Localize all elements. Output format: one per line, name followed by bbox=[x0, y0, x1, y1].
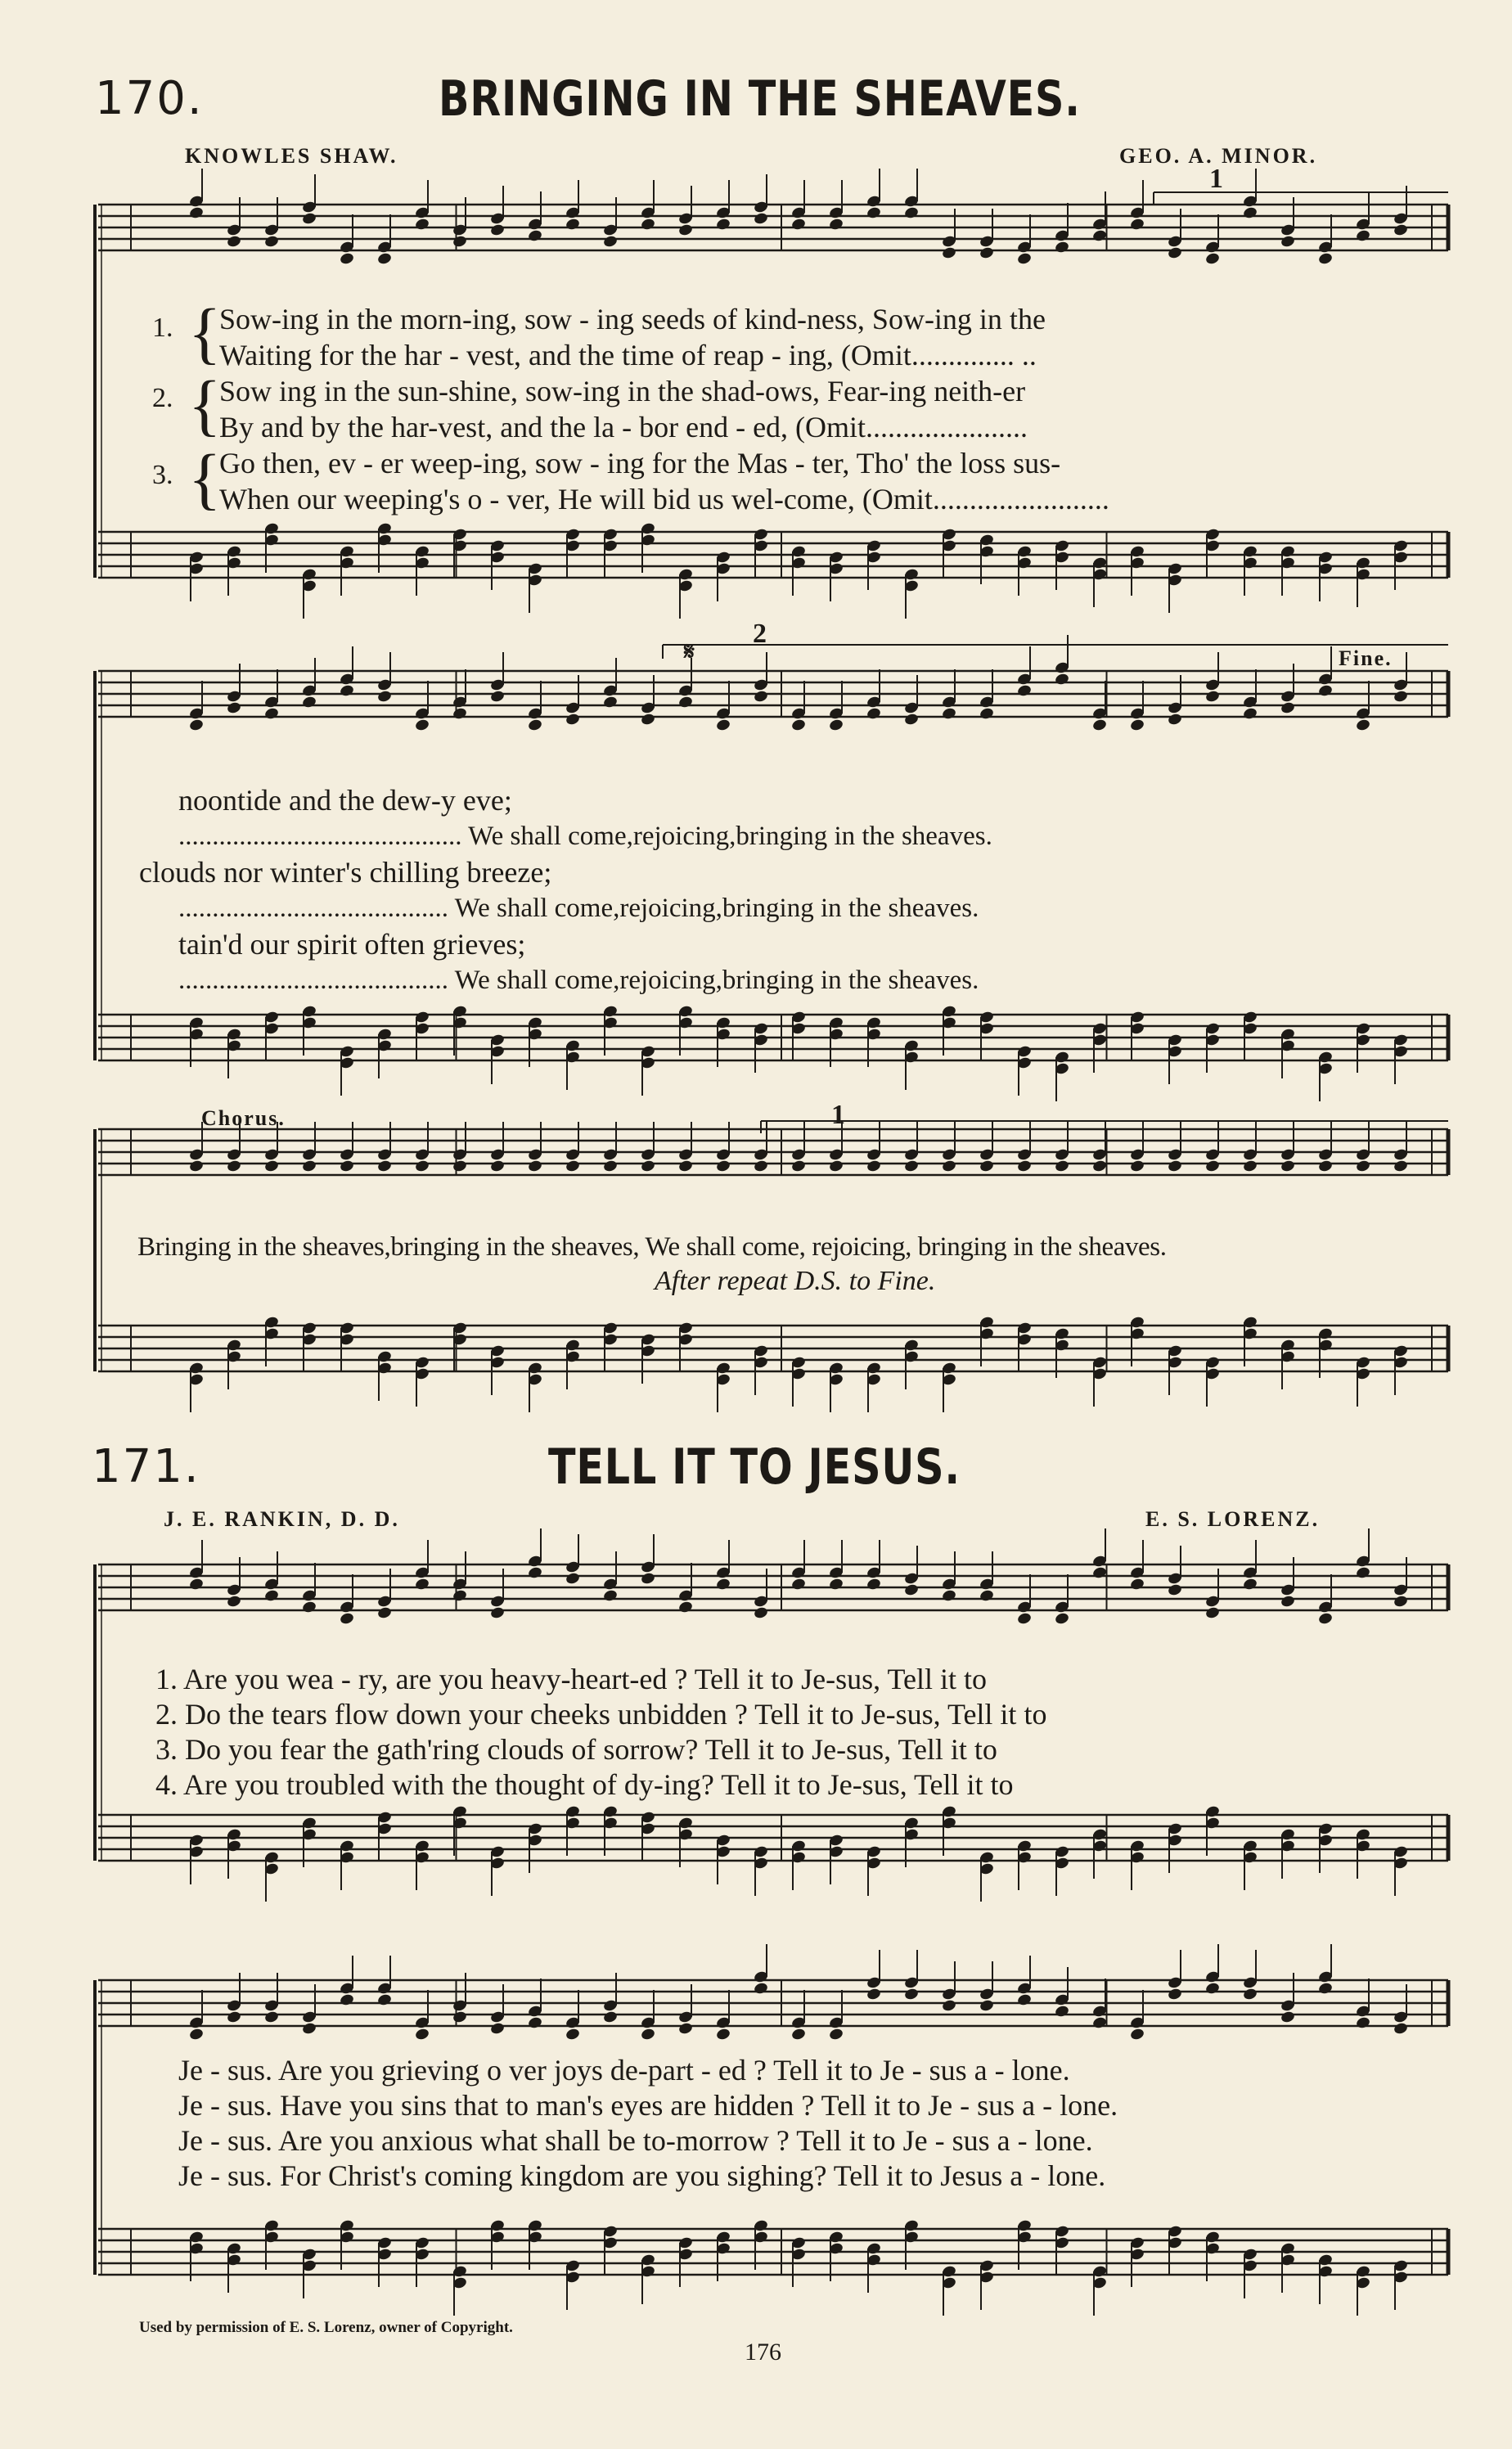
verse-1-line-b: Waiting for the har - vest, and the time of reap - ing, (Omit.............. .. bbox=[219, 339, 1037, 371]
verse-3-line-d: ........................................ We shall come,rejoicing,bringing in the sheaves. bbox=[178, 966, 979, 995]
chorus-label: Chorus. bbox=[201, 1106, 286, 1130]
verse-number-2: 2. bbox=[152, 383, 173, 413]
hymn171-verse-3-a: 3. Do you fear the gath'ring clouds of sorrow? Tell it to Je-sus, Tell it to bbox=[155, 1733, 997, 1766]
verse-number-3: 3. bbox=[152, 460, 173, 490]
verse-1-line-a: Sow-ing in the morn-ing, sow - ing seeds of kind-ness, Sow-ing in the bbox=[219, 303, 1046, 335]
hymn171-verse-2-b: Je - sus. Have you sins that to man's eyes are hidden ? Tell it to Je - sus a - lone. bbox=[178, 2089, 1118, 2122]
fine-marker: Fine. bbox=[1339, 646, 1393, 670]
verse-brace-3: { bbox=[188, 441, 222, 517]
verse-2-line-a: Sow ing in the sun-shine, sow-ing in the shad-ows, Fear-ing neith-er bbox=[219, 375, 1026, 407]
page-number: 176 bbox=[745, 2339, 781, 2366]
hymn-number-170: 170. bbox=[95, 72, 204, 125]
segno-sign: 𝄋 bbox=[684, 638, 695, 665]
hymn171-verse-1-b: Je - sus. Are you grieving o ver joys de-part - ed ? Tell it to Je - sus a - lone. bbox=[178, 2054, 1070, 2087]
verse-1-line-c: noontide and the dew-y eve; bbox=[178, 784, 512, 817]
hymn-number-171: 171. bbox=[92, 1440, 200, 1493]
verse-number-1: 1. bbox=[152, 313, 173, 343]
composer-171: E. S. LORENZ. bbox=[1145, 1507, 1321, 1531]
verse-2-line-b: By and by the har-vest, and the la - bor end - ed, (Omit...................... bbox=[219, 411, 1028, 443]
ending-2-marker: 2 bbox=[753, 619, 767, 649]
hymn171-verse-1-a: 1. Are you wea - ry, are you heavy-heart-ed ? Tell it to Je-sus, Tell it to bbox=[155, 1663, 987, 1695]
verse-3-line-b: When our weeping's o - ver, He will bid us wel-come, (Omit........................ bbox=[219, 483, 1109, 515]
lyricist-171: J. E. RANKIN, D. D. bbox=[164, 1507, 400, 1531]
verse-3-line-c: tain'd our spirit often grieves; bbox=[178, 928, 526, 961]
verse-3-line-a: Go then, ev - er weep-ing, sow - ing for the Mas - ter, Tho' the loss sus- bbox=[219, 447, 1061, 479]
verse-brace-2: { bbox=[188, 367, 222, 443]
verse-2-line-d: ........................................ We shall come,rejoicing,bringing in the sheaves. bbox=[178, 894, 979, 923]
lyricist-170: KNOWLES SHAW. bbox=[185, 144, 398, 168]
verse-2-line-c: clouds nor winter's chilling breeze; bbox=[139, 856, 552, 889]
ending-1-marker: 1 bbox=[1209, 164, 1223, 194]
chorus-ending-1-marker: 1 bbox=[831, 1100, 845, 1130]
verse-brace-1: { bbox=[188, 295, 222, 371]
hymn-title-171: TELL IT TO JESUS. bbox=[548, 1438, 961, 1496]
after-repeat-instruction: After repeat D.S. to Fine. bbox=[655, 1266, 936, 1296]
hymn171-verse-3-b: Je - sus. Are you anxious what shall be to-morrow ? Tell it to Je - sus a - lone. bbox=[178, 2124, 1093, 2157]
hymn171-verse-2-a: 2. Do the tears flow down your cheeks unbidden ? Tell it to Je-sus, Tell it to bbox=[155, 1698, 1047, 1731]
verse-1-line-d: .......................................... We shall come,rejoicing,bringing in the sheaves. bbox=[178, 822, 992, 851]
hymn-title-170: BRINGING IN THE SHEAVES. bbox=[439, 70, 1081, 128]
composer-170: GEO. A. MINOR. bbox=[1119, 144, 1318, 168]
copyright-note: Used by permission of E. S. Lorenz, owner of Copyright. bbox=[139, 2319, 513, 2336]
chorus-text: Bringing in the sheaves,bringing in the sheaves, We shall come, rejoicing, bringing in the sheaves. bbox=[137, 1232, 1167, 1262]
hymn171-verse-4-a: 4. Are you troubled with the thought of dy-ing? Tell it to Je-sus, Tell it to bbox=[155, 1768, 1014, 1801]
hymn171-verse-4-b: Je - sus. For Christ's coming kingdom are you sighing? Tell it to Jesus a - lone. bbox=[178, 2159, 1106, 2192]
